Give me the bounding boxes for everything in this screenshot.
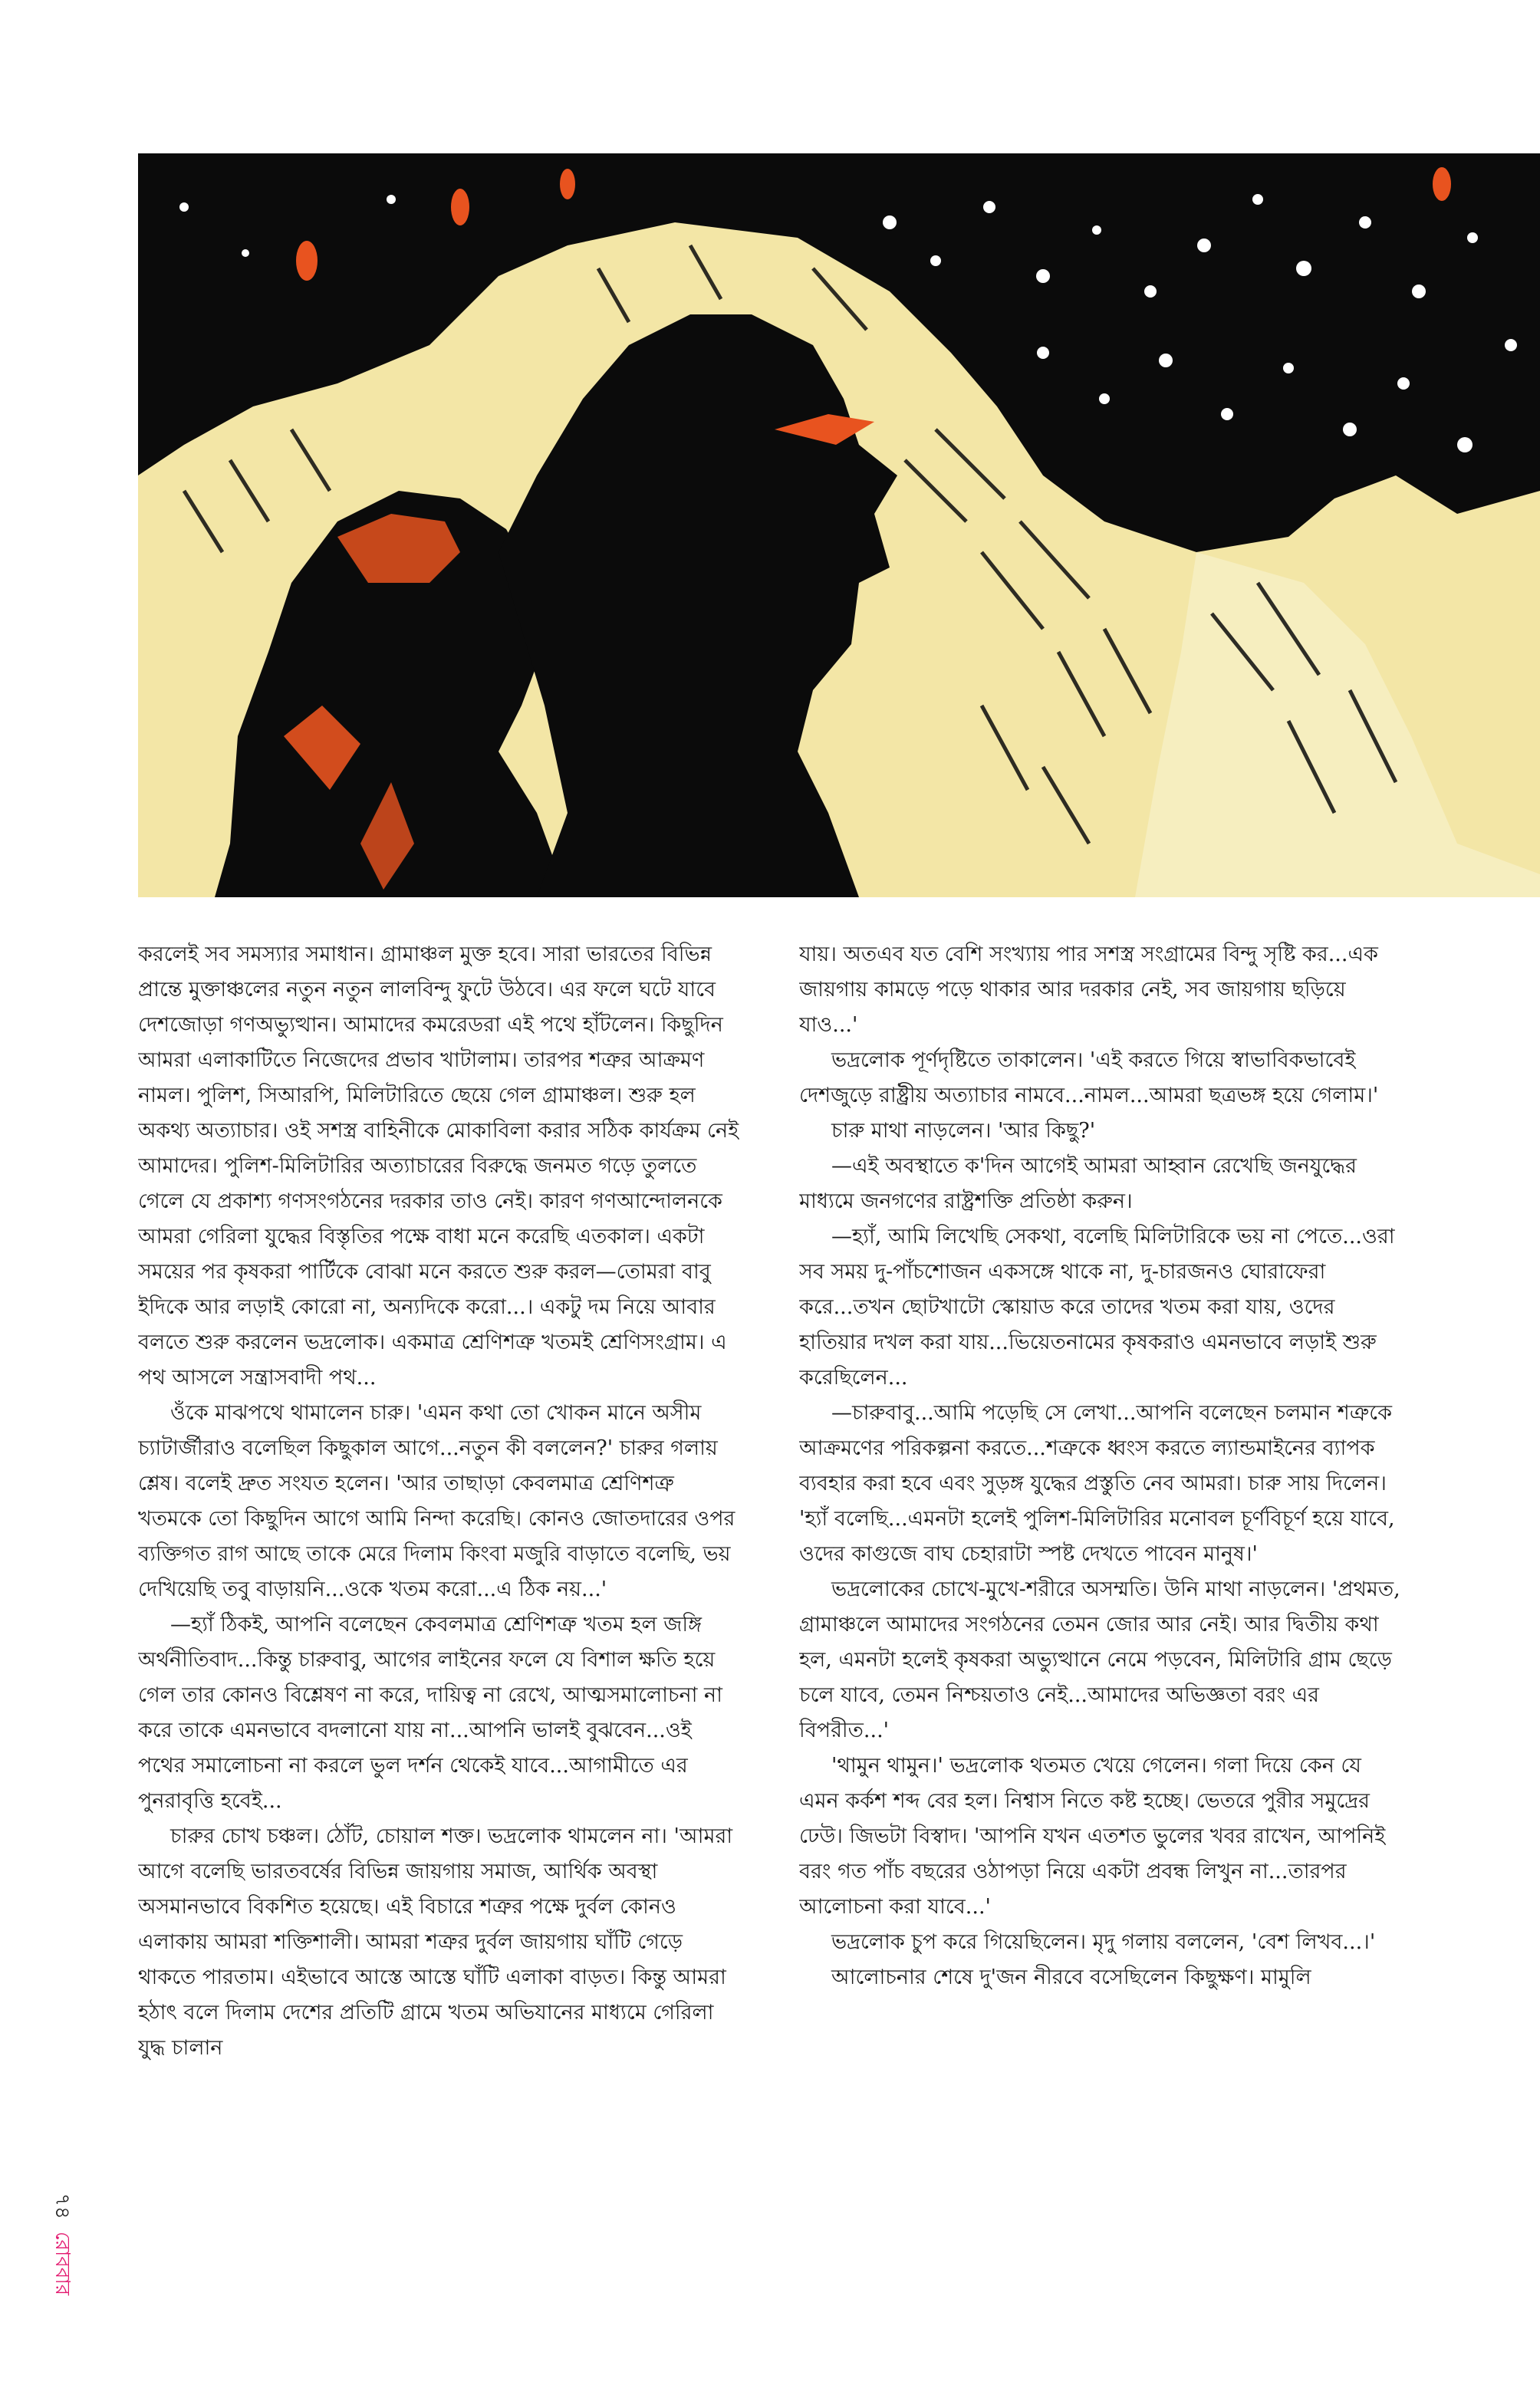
left-text-column: [138, 937, 744, 2149]
page-number: ৭৪: [51, 2193, 74, 2219]
paragraph: করলেই সব সমস্যার সমাধান। গ্রামাঞ্চল মুক্ত হবে। সারা ভারতের বিভিন্ন প্রান্তে মুক্তাঞ্চলের নতুন নতুন লালবিন্দু ফুটে উঠবে। এর ফলে ঘটে যাবে দেশজোড়া গণঅভ্যুত্থান। আমাদের কমরেডরা এই পথে হাঁটলেন। কিছুদিন আমরা এলাকাটিতে নিজেদের প্রভাব খাটালাম। তারপর শত্রুর আক্রমণ নামল। পুলিশ, সিআরপি, মিলিটারিতে ছেয়ে গেল গ্রামাঞ্চল। শুরু হল অকথ্য অত্যাচার। ওই সশস্ত্র বাহিনীকে মোকাবিলা করার সঠিক কার্যক্রম নেই আমাদের। পুলিশ-মিলিটারির অত্যাচারের বিরুদ্ধে জনমত গড়ে তুলতে গেলে যে প্রকাশ্য গণসংগঠনের দরকার তাও নেই। কারণ গণআন্দোলনকে আমরা গেরিলা যুদ্ধের বিস্তৃতির পক্ষে বাধা মনে করেছি এতকাল। একটা সময়ের পর কৃষকরা পার্টিকে বোঝা মনে করতে শুরু করল—তোমরা বাবু ইদিকে আর লড়াই কোরো না, অন্যদিকে করো...। একটু দম নিয়ে আবার বলতে শুরু করলেন ভদ্রলোক। একমাত্র শ্রেণিশত্রু খতমই শ্রেণিসংগ্রাম। এ পথ আসলে সন্ত্রাসবাদী পথ...: [138, 942, 739, 1390]
right-text-column: [799, 937, 1405, 2149]
paragraph: 'থামুন থামুন।' ভদ্রলোক থতমত খেয়ে গেলেন। গলা দিয়ে কেন যে এমন কর্কশ শব্দ বের হল। নিশ্বাস নিতে কষ্ট হচ্ছে। ভেতরে পুরীর সমুদ্রের ঢেউ। জিভটা বিস্বাদ। 'আপনি যখন এতশত ভুলের খবর রাখেন, আপনিই বরং গত পাঁচ বছরের ওঠাপড়া নিয়ে একটা প্রবন্ধ লিখুন না...তারপর আলোচনা করা যাবে...': [799, 1754, 1386, 1919]
paragraph: —হ্যাঁ ঠিকই, আপনি বলেছেন কেবলমাত্র শ্রেণিশত্রু খতম হল জঙ্গি অর্থনীতিবাদ...কিন্তু চারুবাবু, আগের লাইনের ফলে যে বিশাল ক্ষতি হয়ে গেল তার কোনও বিশ্লেষণ না করে, দায়িত্ব না রেখে, আত্মসমালোচনা না করে তাকে এমনভাবে বদলানো যায় না...আপনি ভালই বুঝবেন...ওই পথের সমালোচনা না করলে ভুল দর্শন থেকেই যাবে...আগামীতে এর পুনরাবৃত্তি হবেই...: [138, 1613, 722, 1813]
paragraph: ওঁকে মাঝপথে থামালেন চারু। 'এমন কথা তো খোকন মানে অসীম চ্যাটার্জীরাও বলেছিল কিছুকাল আগে...নতুন কী বললেন?' চারুর গলায় শ্লেষ। বলেই দ্রুত সংযত হলেন। 'আর তাছাড়া কেবলমাত্র শ্রেণিশত্রু খতমকে তো কিছুদিন আগে আমি নিন্দা করেছি। কোনও জোতদারের ওপর ব্যক্তিগত রাগ আছে তাকে মেরে দিলাম কিংবা মজুরি বাড়াতে বলেছি, ভয় দেখিয়েছি তবু বাড়ায়নি...ওকে খতম করো...এ ঠিক নয়...': [138, 1401, 735, 1601]
paragraph: —হ্যাঁ, আমি লিখেছি সেকথা, বলেছি মিলিটারিকে ভয় না পেতে...ওরা সব সময় দু-পাঁচশোজন একসঙ্গে থাকে না, দু-চারজনও ঘোরাফেরা করে...তখন ছোটখাটো স্কোয়াড করে তাদের খতম করা যায়, ওদের হাতিয়ার দখল করা যায়...ভিয়েতনামের কৃষকরাও এমনভাবে লড়াই শুরু করেছিলেন...: [799, 1225, 1395, 1390]
paragraph: —এই অবস্থাতে ক'দিন আগেই আমরা আহ্বান রেখেছি জনযুদ্ধের মাধ্যমে জনগণের রাষ্ট্রশক্তি প্রতিষ্ঠা করুন।: [799, 1154, 1357, 1213]
paragraph: ভদ্রলোকের চোখে-মুখে-শরীরে অসম্মতি। উনি মাথা নাড়লেন। 'প্রথমত, গ্রামাঞ্চলে আমাদের সংগঠনের তেমন জোর আর নেই। আর দ্বিতীয় কথা হল, এমনটা হলেই কৃষকরা অভ্যুত্থানে নেমে পড়বেন, মিলিটারি গ্রাম ছেড়ে চলে যাবে, তেমন নিশ্চয়তাও নেই...আমাদের অভিজ্ঞতা বরং এর বিপরীত...': [799, 1577, 1400, 1742]
paragraph: চারুর চোখ চঞ্চল। ঠোঁট, চোয়াল শক্ত। ভদ্রলোক থামলেন না। 'আমরা আগে বলেছি ভারতবর্ষের বিভিন্ন জায়গায় সমাজ, আর্থিক অবস্থা অসমানভাবে বিকশিত হয়েছে। এই বিচারে শত্রুর পক্ষে দুর্বল কোনও এলাকায় আমরা শক্তিশালী। আমরা শত্রুর দুর্বল জায়গায় ঘাঁটি গেড়ে থাকতে পারতাম। এইভাবে আস্তে আস্তে ঘাঁটি এলাকা বাড়ত। কিন্তু আমরা হঠাৎ বলে দিলাম দেশের প্রতিটি গ্রামে খতম অভিযানের মাধ্যমে গেরিলা যুদ্ধ চালান: [138, 1824, 733, 2060]
magazine-name: রোববার: [51, 2232, 74, 2296]
paragraph: —চারুবাবু...আমি পড়েছি সে লেখা...আপনি বলেছেন চলমান শত্রুকে আক্রমণের পরিকল্পনা করতে...শত্রুকে ধ্বংস করতে ল্যান্ডমাইনের ব্যাপক ব্যবহার করা হবে এবং সুড়ঙ্গ যুদ্ধের প্রস্তুতি নেব আমরা। চারু সায় দিলেন। 'হ্যাঁ বলেছি...এমনটা হলেই পুলিশ-মিলিটারির মনোবল চূর্ণবিচূর্ণ হয়ে যাবে, ওদের কাগুজে বাঘ চেহারাটা স্পষ্ট দেখতে পাবেন মানুষ।': [799, 1401, 1395, 1566]
paragraph: ভদ্রলোক চুপ করে গিয়েছিলেন। মৃদু গলায় বললেন, 'বেশ লিখব...।': [831, 1930, 1376, 1954]
paragraph: যায়। অতএব যত বেশি সংখ্যায় পার সশস্ত্র সংগ্রামের বিন্দু সৃষ্টি কর...এক জায়গায় কামড়ে পড়ে থাকার আর দরকার নেই, সব জায়গায় ছড়িয়ে যাও...': [799, 942, 1378, 1037]
paragraph: আলোচনার শেষে দু'জন নীরবে বসেছিলেন কিছুক্ষণ। মামুলি: [831, 1966, 1311, 1989]
woodcut-two-figures-illustration-icon: [138, 153, 1540, 897]
page-folio: [51, 2117, 107, 2296]
paragraph: চারু মাথা নাড়লেন। 'আর কিছু?': [831, 1119, 1096, 1143]
woodcut-illustration: [138, 153, 1540, 897]
paragraph: ভদ্রলোক পূর্ণদৃষ্টিতে তাকালেন। 'এই করতে গিয়ে স্বাভাবিকভাবেই দেশজুড়ে রাষ্ট্রীয় অত্যাচার নামবে...নামল...আমরা ছত্রভঙ্গ হয়ে গেলাম।': [799, 1048, 1379, 1107]
